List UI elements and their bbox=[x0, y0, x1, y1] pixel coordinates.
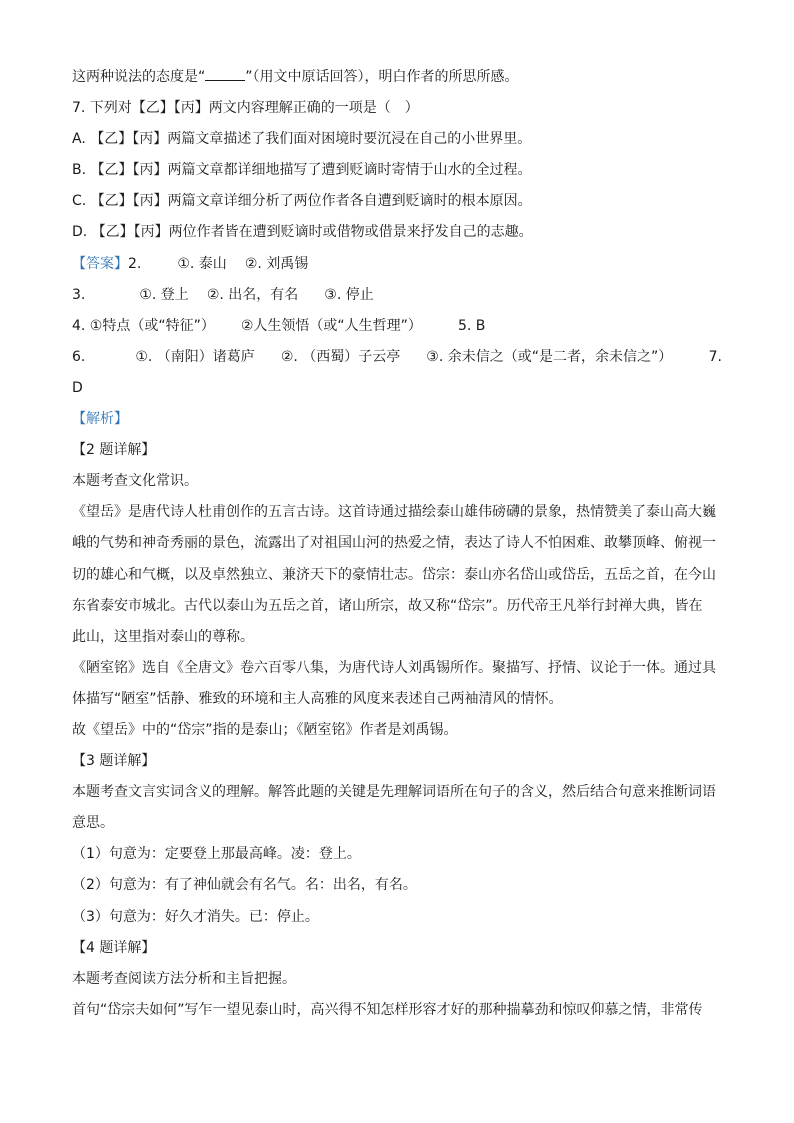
analysis-q3-item-2: （2）句意为：有了神仙就会有名气。名：出名，有名。 bbox=[72, 877, 417, 894]
analysis-heading-q3: 【3 题详解】 bbox=[72, 753, 156, 770]
answer-q6-number: 6. bbox=[72, 348, 86, 365]
answer-line-q2 bbox=[72, 249, 722, 280]
answer-q2-item-1: ①. 泰山 bbox=[177, 255, 227, 272]
answer-q2-number: 2. bbox=[128, 255, 142, 272]
answer-q6-item-3: ③. 余未信之（或“是二者，余未信之”） bbox=[426, 348, 673, 365]
answer-q6-item-1: ①. （南阳）诸葛庐 bbox=[135, 348, 255, 365]
analysis-q3-line: 本题考查文言实词含义的理解。解答此题的关键是先理解词语所在句子的含义，然后结合句意来推断词语 bbox=[72, 784, 716, 801]
answer-q6-item-2: ②. （西蜀）子云亭 bbox=[280, 348, 401, 365]
analysis-q2-line: 体描写“陋室”恬静、雅致的环境和主人高雅的风度来表述自己两袖清风的情怀。 bbox=[72, 690, 563, 707]
answer-blank bbox=[205, 66, 245, 81]
analysis-q2-intro: 本题考查文化常识。 bbox=[72, 473, 198, 490]
analysis-q2-line: 峨的气势和神奇秀丽的景色，流露出了对祖国山河的热爱之情，表达了诗人不怕困难、敢攀顶峰、俯视一 bbox=[72, 535, 716, 552]
question-7-option-c: C. 【乙】【丙】两篇文章详细分析了两位作者各自遭到贬谪时的根本原因。 bbox=[72, 193, 532, 210]
answer-label: 【答案】 bbox=[72, 255, 128, 272]
analysis-q3-item-3: （3）句意为：好久才消失。已：停止。 bbox=[72, 908, 319, 925]
analysis-q2-conclusion: 故《望岳》中的“岱宗”指的是泰山；《陋室铭》作者是刘禹锡。 bbox=[72, 721, 458, 738]
analysis-q4-line: 本题考查阅读方法分析和主旨把握。 bbox=[72, 970, 296, 987]
analysis-q2-line: 东省泰安市城北。古代以泰山为五岳之首，诸山所宗，故又称“岱宗”。历代帝王凡举行封禅大典，皆在 bbox=[72, 597, 703, 614]
question-tail-text-after: ”（用文中原话回答），明白作者的所思所感。 bbox=[245, 69, 519, 85]
answer-q4-part-2: ②人生领悟（或“人生哲理”） bbox=[240, 317, 422, 334]
answer-q2-item-2: ②. 刘禹锡 bbox=[244, 255, 309, 272]
answer-q3-item-2: ②. 出名，有名 bbox=[206, 286, 299, 303]
question-7-option-a: A. 【乙】【丙】两篇文章描述了我们面对困境时要沉浸在自己的小世界里。 bbox=[72, 131, 532, 148]
answer-q5: 5. B bbox=[457, 317, 486, 334]
analysis-label: 【解析】 bbox=[72, 411, 128, 428]
answer-q7-value: D bbox=[72, 379, 83, 396]
analysis-q2-line: 《望岳》是唐代诗人杜甫创作的五言古诗。这首诗通过描绘泰山雄伟磅礴的景象，热情赞美了泰山高大巍 bbox=[72, 504, 716, 521]
answer-line-q6 bbox=[72, 342, 722, 373]
analysis-heading-q4: 【4 题详解】 bbox=[72, 939, 156, 956]
answer-line-q4-q5 bbox=[72, 311, 722, 342]
question-tail-line bbox=[72, 62, 722, 93]
analysis-q3-item-1: （1）句意为：定要登上那最高峰。凌：登上。 bbox=[72, 846, 361, 863]
question-7-option-d: D. 【乙】【丙】两位作者皆在遭到贬谪时或借物或借景来抒发自己的志趣。 bbox=[72, 224, 533, 241]
question-7-option-b: B. 【乙】【丙】两篇文章都详细地描写了遭到贬谪时寄情于山水的全过程。 bbox=[72, 162, 532, 179]
question-7-stem: 7. 下列对【乙】【丙】两文内容理解正确的一项是（ ） bbox=[72, 100, 419, 117]
analysis-q2-line: 切的雄心和气概，以及卓然独立、兼济天下的豪情壮志。岱宗：泰山亦名岱山或岱岳，五岳之首，在今山 bbox=[72, 566, 716, 583]
question-tail-text-before: 这两种说法的态度是“ bbox=[72, 69, 206, 85]
analysis-heading-q2: 【2 题详解】 bbox=[72, 442, 156, 459]
analysis-q4-line: 首句“岱宗夫如何”写乍一望见泰山时，高兴得不知怎样形容才好的那种揣摹劲和惊叹仰慕之情，非常传 bbox=[72, 1001, 703, 1018]
answer-q4-part-1: 4. ①特点（或“特征”） bbox=[72, 317, 215, 334]
answer-q3-number: 3. bbox=[72, 286, 86, 303]
answer-q3-item-3: ③. 停止 bbox=[324, 286, 374, 303]
analysis-q3-line: 意思。 bbox=[72, 815, 114, 832]
analysis-q2-line: 此山，这里指对泰山的尊称。 bbox=[72, 628, 254, 645]
answer-q3-item-1: ①. 登上 bbox=[139, 286, 189, 303]
document-page bbox=[72, 62, 722, 1026]
answer-line-q3 bbox=[72, 280, 722, 311]
analysis-q2-line: 《陋室铭》选自《全唐文》卷六百零八集，为唐代诗人刘禹锡所作。聚描写、抒情、议论于一体。通过具 bbox=[72, 659, 716, 676]
answer-q7-number: 7. bbox=[708, 348, 722, 365]
